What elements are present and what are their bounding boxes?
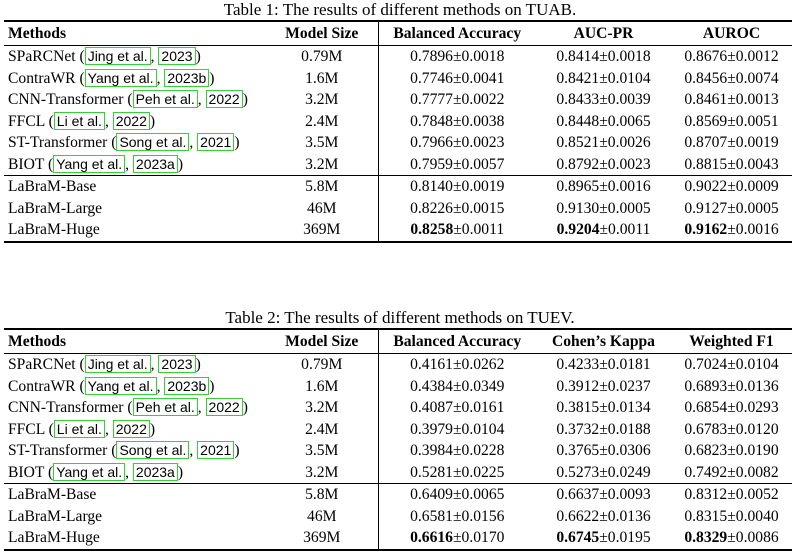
metric-value: 0.8329 bbox=[684, 529, 728, 547]
metric-1-cell bbox=[378, 176, 536, 198]
method-name: ContraWR bbox=[8, 377, 76, 395]
header-balanced-accuracy: Balanced Accuracy bbox=[378, 21, 536, 46]
method-name: FFCL bbox=[8, 112, 45, 130]
metric-value: 0.9130 bbox=[556, 199, 600, 217]
citation-year-link[interactable]: 2023 bbox=[158, 47, 195, 65]
method-name: SPaRCNet bbox=[8, 356, 76, 374]
citation-author-link[interactable]: Peh et al. bbox=[133, 90, 198, 108]
method-name: LaBraM-Large bbox=[8, 199, 103, 217]
table-2 bbox=[4, 328, 792, 551]
metric-value: 0.8312 bbox=[684, 486, 728, 504]
citation-author-link[interactable]: Jing et al. bbox=[85, 355, 151, 373]
metric-value: 0.6616 bbox=[410, 529, 453, 547]
method-cell: CNN-Transformer ( Peh et al. , 2022 ) bbox=[8, 399, 248, 417]
header-methods: Methods bbox=[4, 21, 266, 46]
header-auroc: AUROC bbox=[671, 21, 792, 46]
metric-3-cell bbox=[671, 527, 792, 550]
table-row bbox=[4, 89, 792, 111]
method-name: CNN-Transformer bbox=[8, 399, 124, 417]
metric-std: ±0.0065 bbox=[452, 486, 505, 504]
table-2-caption: Table 2: The results of different methods on TUEV. bbox=[225, 308, 575, 327]
model-size-cell: 46M bbox=[266, 198, 378, 220]
table-row bbox=[4, 397, 792, 419]
header-weighted-f1: Weighted F1 bbox=[671, 329, 792, 354]
table-row bbox=[4, 527, 792, 550]
metric-std: ±0.0040 bbox=[727, 507, 779, 525]
metric-std: ±0.0170 bbox=[452, 529, 505, 547]
method-name: SPaRCNet bbox=[8, 48, 76, 66]
model-size-cell: 0.79M bbox=[266, 46, 378, 68]
citation-author-link[interactable]: Yang et al. bbox=[53, 463, 125, 481]
metric-3-cell: 0.8707±0.0019 bbox=[684, 134, 779, 152]
metric-1-cell: 0.7959±0.0057 bbox=[410, 155, 505, 173]
metric-value: 0.8226 bbox=[410, 199, 453, 217]
metric-3-cell: 0.8569±0.0051 bbox=[684, 112, 779, 130]
metric-2-cell: 0.4233±0.0181 bbox=[556, 356, 651, 374]
table-1-block bbox=[0, 0, 800, 243]
citation-author-link[interactable]: Jing et al. bbox=[85, 47, 151, 65]
table-row bbox=[4, 462, 792, 484]
metric-value: 0.6622 bbox=[556, 507, 600, 525]
method-name: LaBraM-Huge bbox=[4, 219, 266, 242]
model-size-cell: 5.8M bbox=[266, 484, 378, 506]
citation-author-link[interactable]: Song et al. bbox=[116, 441, 189, 459]
citation-year-link[interactable]: 2022 bbox=[206, 90, 243, 108]
metric-1-cell bbox=[378, 506, 536, 528]
model-size-cell: 46M bbox=[266, 506, 378, 528]
model-size-cell: 3.2M bbox=[266, 154, 378, 176]
metric-std: ±0.0195 bbox=[599, 529, 651, 547]
metric-3-cell: 0.8461±0.0013 bbox=[684, 91, 779, 109]
method-cell: FFCL ( Li et al. , 2022 ) bbox=[8, 420, 156, 438]
metric-1-cell bbox=[378, 527, 536, 550]
metric-std: ±0.0015 bbox=[452, 199, 505, 217]
metric-1-cell: 0.3984±0.0228 bbox=[410, 442, 505, 460]
table-row bbox=[4, 176, 792, 198]
metric-std: ±0.0156 bbox=[452, 507, 505, 525]
method-name: LaBraM-Huge bbox=[4, 527, 266, 550]
method-cell: ContraWR ( Yang et al. , 2023b ) bbox=[8, 377, 215, 395]
metric-2-cell: 0.3815±0.0134 bbox=[556, 399, 651, 417]
metric-3-cell bbox=[671, 484, 792, 506]
metric-2-cell: 0.8792±0.0023 bbox=[556, 155, 651, 173]
metric-1-cell bbox=[378, 219, 536, 242]
metric-2-cell: 0.3765±0.0306 bbox=[556, 442, 651, 460]
citation-year-link[interactable]: 2021 bbox=[197, 133, 234, 151]
metric-1-cell: 0.7896±0.0018 bbox=[410, 48, 505, 66]
metric-3-cell bbox=[671, 176, 792, 198]
metric-2-cell bbox=[536, 198, 671, 220]
metric-std: ±0.0011 bbox=[599, 221, 651, 239]
metric-std: ±0.0019 bbox=[452, 178, 505, 196]
metric-value: 0.6637 bbox=[556, 486, 600, 504]
metric-2-cell bbox=[536, 527, 671, 550]
metric-1-cell: 0.4087±0.0161 bbox=[410, 399, 505, 417]
method-cell: FFCL ( Li et al. , 2022 ) bbox=[8, 112, 156, 130]
metric-value: 0.6745 bbox=[556, 529, 600, 547]
table-1-caption: Table 1: The results of different methods on TUAB. bbox=[223, 0, 577, 19]
metric-3-cell: 0.8676±0.0012 bbox=[684, 48, 779, 66]
method-cell: CNN-Transformer ( Peh et al. , 2022 ) bbox=[8, 91, 248, 109]
metric-std: ±0.0005 bbox=[727, 199, 779, 217]
method-cell: SPaRCNet ( Jing et al. , 2023 ) bbox=[8, 356, 201, 374]
metric-2-cell: 0.3912±0.0237 bbox=[556, 377, 651, 395]
method-name: LaBraM-Base bbox=[4, 484, 266, 506]
metric-1-cell: 0.7966±0.0023 bbox=[410, 134, 505, 152]
table-row bbox=[4, 198, 792, 220]
metric-3-cell: 0.6854±0.0293 bbox=[684, 399, 779, 417]
metric-1-cell: 0.4384±0.0349 bbox=[410, 377, 505, 395]
citation-year-link[interactable]: 2021 bbox=[197, 441, 234, 459]
metric-value: 0.8140 bbox=[410, 178, 453, 196]
metric-std: ±0.0136 bbox=[599, 507, 651, 525]
metric-std: ±0.0086 bbox=[727, 529, 779, 547]
table-2-header-row bbox=[4, 329, 792, 354]
metric-1-cell bbox=[378, 198, 536, 220]
metric-std: ±0.0005 bbox=[599, 199, 651, 217]
citation-year-link[interactable]: 2022 bbox=[206, 398, 243, 416]
metric-std: ±0.0016 bbox=[599, 178, 651, 196]
metric-2-cell bbox=[536, 484, 671, 506]
model-size-cell: 0.79M bbox=[266, 354, 378, 376]
model-size-cell: 3.5M bbox=[266, 132, 378, 154]
header-model-size: Model Size bbox=[266, 21, 378, 46]
metric-1-cell: 0.4161±0.0262 bbox=[410, 356, 505, 374]
method-name: CNN-Transformer bbox=[8, 91, 124, 109]
metric-value: 0.9022 bbox=[684, 178, 728, 196]
metric-value: 0.6409 bbox=[410, 486, 453, 504]
table-1-header-row bbox=[4, 21, 792, 46]
method-name: FFCL bbox=[8, 420, 45, 438]
metric-2-cell: 0.3732±0.0188 bbox=[556, 420, 651, 438]
metric-value: 0.8258 bbox=[410, 221, 454, 239]
metric-1-cell bbox=[378, 484, 536, 506]
citation-year-link[interactable]: 2023a bbox=[133, 463, 178, 481]
metric-2-cell: 0.8433±0.0039 bbox=[556, 91, 651, 109]
table-1 bbox=[4, 20, 792, 243]
metric-2-cell: 0.8521±0.0026 bbox=[556, 134, 651, 152]
method-cell: BIOT ( Yang et al. , 2023a ) bbox=[8, 155, 184, 173]
metric-2-cell bbox=[536, 506, 671, 528]
metric-1-cell: 0.7848±0.0038 bbox=[410, 112, 505, 130]
citation-author-link[interactable]: Peh et al. bbox=[133, 398, 198, 416]
table-row bbox=[4, 484, 792, 506]
metric-value: 0.9162 bbox=[684, 221, 728, 239]
method-cell: ST-Transformer ( Song et al. , 2021 ) bbox=[8, 134, 240, 152]
model-size-cell: 3.5M bbox=[266, 440, 378, 462]
metric-1-cell: 0.7746±0.0041 bbox=[410, 69, 505, 87]
header-model-size: Model Size bbox=[266, 329, 378, 354]
model-size-cell: 3.2M bbox=[266, 397, 378, 419]
metric-2-cell: 0.8414±0.0018 bbox=[556, 48, 651, 66]
model-size-cell: 5.8M bbox=[266, 176, 378, 198]
metric-3-cell: 0.8456±0.0074 bbox=[684, 69, 779, 87]
table-row bbox=[4, 46, 792, 68]
metric-1-cell: 0.3979±0.0104 bbox=[410, 420, 505, 438]
table-row bbox=[4, 154, 792, 176]
citation-year-link[interactable]: 2023 bbox=[158, 355, 195, 373]
citation-year-link[interactable]: 2022 bbox=[113, 420, 150, 438]
metric-3-cell bbox=[671, 506, 792, 528]
citation-author-link[interactable]: Li et al. bbox=[54, 112, 105, 130]
metric-value: 0.8315 bbox=[684, 507, 728, 525]
metric-value: 0.9204 bbox=[556, 221, 600, 239]
metric-value: 0.9127 bbox=[684, 199, 728, 217]
citation-author-link[interactable]: Yang et al. bbox=[85, 69, 157, 87]
metric-std: ±0.0009 bbox=[727, 178, 779, 196]
model-size-cell: 3.2M bbox=[266, 462, 378, 484]
header-methods: Methods bbox=[4, 329, 266, 354]
citation-author-link[interactable]: Song et al. bbox=[116, 133, 189, 151]
table-2-body bbox=[4, 354, 792, 550]
method-cell: ST-Transformer ( Song et al. , 2021 ) bbox=[8, 442, 240, 460]
table-row bbox=[4, 132, 792, 154]
metric-2-cell bbox=[536, 176, 671, 198]
table-row bbox=[4, 68, 792, 90]
metric-2-cell: 0.8421±0.0104 bbox=[556, 69, 651, 87]
citation-year-link[interactable]: 2023b bbox=[164, 69, 209, 87]
method-name: BIOT bbox=[8, 463, 45, 481]
metric-3-cell: 0.6893±0.0136 bbox=[684, 377, 779, 395]
method-cell: SPaRCNet ( Jing et al. , 2023 ) bbox=[8, 48, 201, 66]
citation-author-link[interactable]: Li et al. bbox=[54, 420, 105, 438]
metric-std: ±0.0011 bbox=[453, 221, 505, 239]
model-size-cell: 369M bbox=[266, 219, 378, 242]
metric-2-cell: 0.5273±0.0249 bbox=[556, 463, 651, 481]
metric-std: ±0.0093 bbox=[599, 486, 651, 504]
table-2-block bbox=[0, 308, 800, 551]
metric-3-cell bbox=[671, 198, 792, 220]
metric-3-cell bbox=[671, 219, 792, 242]
table-row bbox=[4, 219, 792, 242]
citation-year-link[interactable]: 2022 bbox=[113, 112, 150, 130]
metric-std: ±0.0016 bbox=[727, 221, 779, 239]
method-cell: ContraWR ( Yang et al. , 2023b ) bbox=[8, 69, 215, 87]
model-size-cell: 1.6M bbox=[266, 68, 378, 90]
metric-3-cell: 0.7492±0.0082 bbox=[684, 463, 779, 481]
metric-1-cell: 0.7777±0.0022 bbox=[410, 91, 505, 109]
model-size-cell: 1.6M bbox=[266, 376, 378, 398]
citation-author-link[interactable]: Yang et al. bbox=[53, 155, 125, 173]
table-1-body bbox=[4, 46, 792, 242]
metric-std: ±0.0052 bbox=[727, 486, 779, 504]
header-auc-pr: AUC-PR bbox=[536, 21, 671, 46]
model-size-cell: 2.4M bbox=[266, 111, 378, 133]
table-row bbox=[4, 419, 792, 441]
header-balanced-accuracy: Balanced Accuracy bbox=[378, 329, 536, 354]
method-name: BIOT bbox=[8, 155, 45, 173]
model-size-cell: 2.4M bbox=[266, 419, 378, 441]
method-name: LaBraM-Base bbox=[4, 176, 266, 198]
model-size-cell: 3.2M bbox=[266, 89, 378, 111]
method-name: ST-Transformer bbox=[8, 134, 108, 152]
table-row bbox=[4, 111, 792, 133]
table-row bbox=[4, 354, 792, 376]
metric-3-cell: 0.7024±0.0104 bbox=[684, 356, 779, 374]
method-name: LaBraM-Large bbox=[8, 507, 103, 525]
method-cell: BIOT ( Yang et al. , 2023a ) bbox=[8, 463, 184, 481]
model-size-cell: 369M bbox=[266, 527, 378, 550]
metric-2-cell bbox=[536, 219, 671, 242]
metric-value: 0.8965 bbox=[556, 178, 600, 196]
citation-year-link[interactable]: 2023b bbox=[164, 377, 209, 395]
citation-year-link[interactable]: 2023a bbox=[133, 155, 178, 173]
metric-1-cell: 0.5281±0.0225 bbox=[410, 463, 505, 481]
method-name: ST-Transformer bbox=[8, 442, 108, 460]
citation-author-link[interactable]: Yang et al. bbox=[85, 377, 157, 395]
header-cohens-kappa: Cohen’s Kappa bbox=[536, 329, 671, 354]
table-row bbox=[4, 440, 792, 462]
table-row bbox=[4, 506, 792, 528]
table-row bbox=[4, 376, 792, 398]
metric-3-cell: 0.6783±0.0120 bbox=[684, 420, 779, 438]
metric-2-cell: 0.8448±0.0065 bbox=[556, 112, 651, 130]
metric-value: 0.6581 bbox=[410, 507, 453, 525]
method-name: ContraWR bbox=[8, 69, 76, 87]
metric-3-cell: 0.6823±0.0190 bbox=[684, 442, 779, 460]
metric-3-cell: 0.8815±0.0043 bbox=[684, 155, 779, 173]
